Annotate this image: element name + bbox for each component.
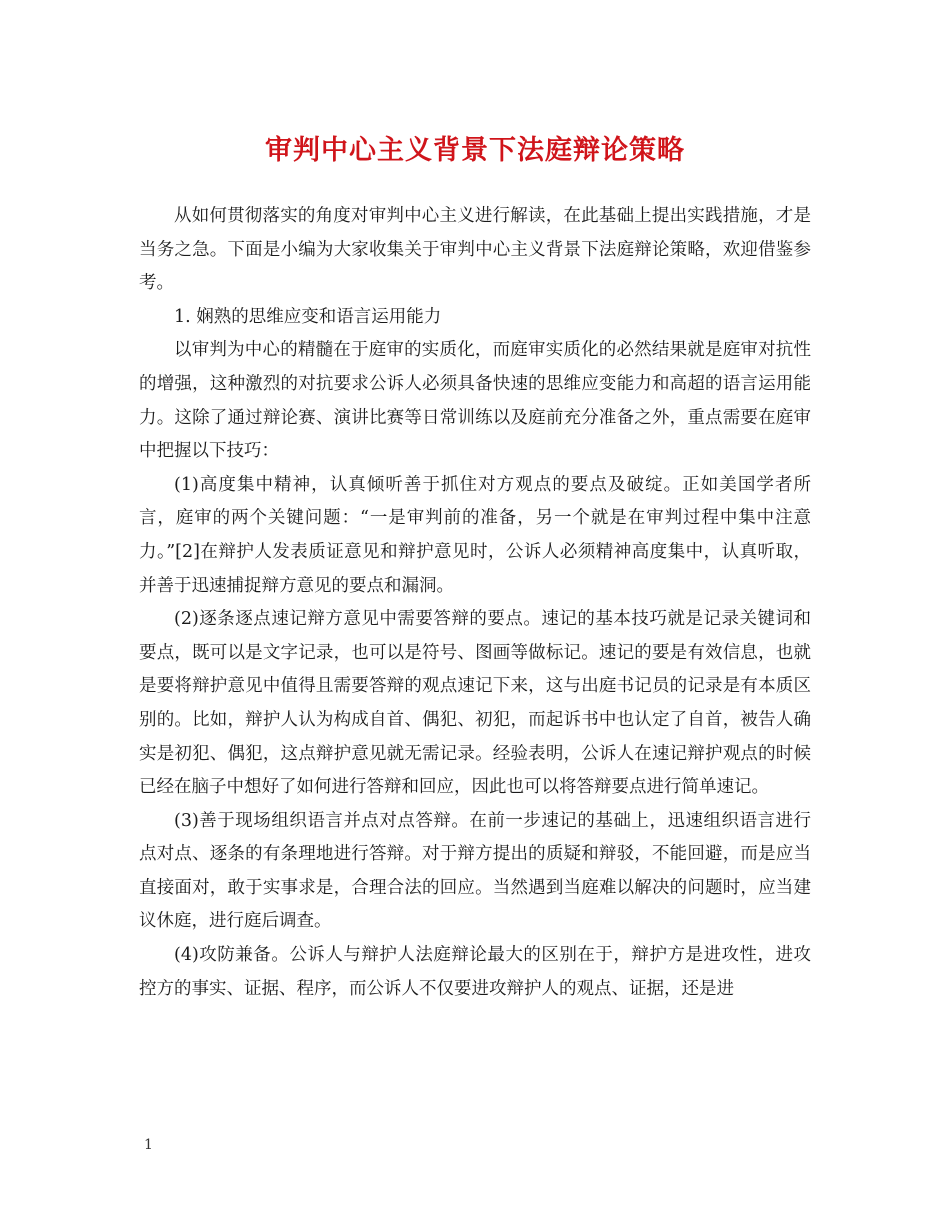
document-body <box>139 200 811 1006</box>
document-title: 审判中心主义背景下法庭辩论策略 <box>265 135 685 166</box>
list-item-3: (3)善于现场组织语言并点对点答辩。在前一步速记的基础上，迅速组织语言进行点对点、逐条的有条理地进行答辩。对于辩方提出的质疑和辩驳，不能回避，而是应当直接面对，敢于实事求是，合理合法的回应。当然遇到当庭难以解决的问题时，应当建议休庭，进行庭后调查。 <box>139 810 811 932</box>
body-paragraph: 以审判为中心的精髓在于庭审的实质化，而庭审实质化的必然结果就是庭审对抗性的增强，这种激烈的对抗要求公诉人必须具备快速的思维应变能力和高超的语言运用能力。这除了通过辩论赛、演讲比赛等日常训练以及庭前充分准备之外，重点需要在庭审中把握以下技巧： <box>139 340 811 462</box>
intro-paragraph: 从如何贯彻落实的角度对审判中心主义进行解读，在此基础上提出实践措施，才是当务之急。下面是小编为大家收集关于审判中心主义背景下法庭辩论策略，欢迎借鉴参考。 <box>139 206 811 294</box>
list-item-1: (1)高度集中精神，认真倾听善于抓住对方观点的要点及破绽。正如美国学者所言，庭审的两个关键问题：“一是审判前的准备，另一个就是在审判过程中集中注意力。”[2]在辩护人发表质证意见和辩护意见时，公诉人必须精神高度集中，认真听取，并善于迅速捕捉辩方意见的要点和漏洞。 <box>139 474 811 596</box>
list-item-2: (2)逐条逐点速记辩方意见中需要答辩的要点。速记的基本技巧就是记录关键词和要点，既可以是文字记录，也可以是符号、图画等做标记。速记的要是有效信息，也就是要将辩护意见中值得且需要答辩的观点速记下来，这与出庭书记员的记录是有本质区别的。比如，辩护人认为构成自首、偶犯、初犯，而起诉书中也认定了自首，被告人确实是初犯、偶犯，这点辩护意见就无需记录。经验表明，公诉人在速记辩护观点的时候已经在脑子中想好了如何进行答辩和回应，因此也可以将答辩要点进行简单速记。 <box>139 609 811 798</box>
section-heading: 1. 娴熟的思维应变和语言运用能力 <box>174 306 442 327</box>
page-number: 1 <box>144 1137 153 1153</box>
list-item-4: (4)攻防兼备。公诉人与辩护人法庭辩论最大的区别在于，辩护方是进攻性，进攻控方的事实、证据、程序，而公诉人不仅要进攻辩护人的观点、证据，还是进 <box>139 945 811 999</box>
